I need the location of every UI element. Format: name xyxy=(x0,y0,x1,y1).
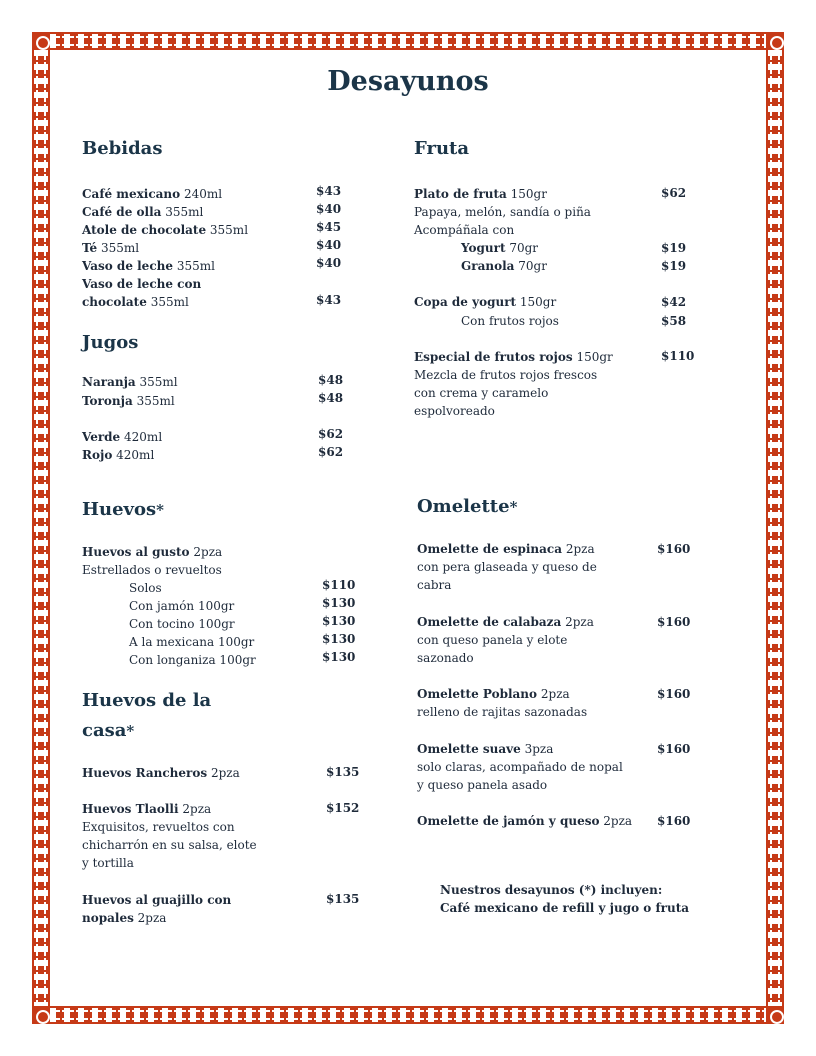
border-top xyxy=(32,32,784,50)
menu-item: Omelette de calabaza 2pza xyxy=(417,615,594,629)
menu-item: Verde 420ml xyxy=(82,430,163,444)
item-price: $160 xyxy=(657,742,691,756)
menu-option: Con tocino 100gr xyxy=(129,617,235,631)
menu-option: Con jamón 100gr xyxy=(129,599,235,613)
item-description: Estrellados o revueltos xyxy=(82,563,222,577)
section-huevos-casa: Huevos de la xyxy=(82,690,212,711)
item-description: con crema y caramelo xyxy=(414,386,549,400)
footer-note: Café mexicano de refill y jugo o fruta xyxy=(440,901,690,915)
item-price: $130 xyxy=(322,614,356,628)
item-description: Acompáñala con xyxy=(414,223,515,237)
item-description: Mezcla de frutos rojos frescos xyxy=(414,368,598,382)
item-description: y queso panela asado xyxy=(417,778,548,792)
item-price: $62 xyxy=(318,445,344,459)
menu-item: Café de olla 355ml xyxy=(82,205,204,219)
section-bebidas: Bebidas xyxy=(82,138,163,159)
menu-item: Atole de chocolate 355ml xyxy=(82,223,249,237)
item-price: $40 xyxy=(316,238,342,252)
menu-item: Granola 70gr xyxy=(461,259,547,273)
item-description: Exquisitos, revueltos con xyxy=(82,820,235,834)
menu-option: Solos xyxy=(129,581,162,595)
footer-note: Nuestros desayunos (*) incluyen: xyxy=(440,883,663,897)
border-right xyxy=(766,32,784,1024)
item-price: $62 xyxy=(661,186,687,200)
item-price: $43 xyxy=(316,293,342,307)
item-price: $130 xyxy=(322,596,356,610)
item-description: con queso panela y elote xyxy=(417,633,568,647)
section-omelette: Omelette* xyxy=(417,496,518,517)
item-price: $42 xyxy=(661,295,687,309)
item-price: $40 xyxy=(316,202,342,216)
border-bottom xyxy=(32,1006,784,1024)
item-price: $130 xyxy=(322,650,356,664)
menu-item: Rojo 420ml xyxy=(82,448,155,462)
menu-item: Toronja 355ml xyxy=(82,394,175,408)
item-description: Papaya, melón, sandía o piña xyxy=(414,205,591,219)
menu-item: Naranja 355ml xyxy=(82,375,178,389)
item-price: $48 xyxy=(318,373,344,387)
item-price: $40 xyxy=(316,256,342,270)
item-description: sazonado xyxy=(417,651,474,665)
item-price: $58 xyxy=(661,314,687,328)
item-price: $160 xyxy=(657,542,691,556)
menu-item: Omelette Poblano 2pza xyxy=(417,687,570,701)
item-price: $19 xyxy=(661,241,687,255)
item-price: $62 xyxy=(318,427,344,441)
item-description: chicharrón en su salsa, elote xyxy=(82,838,257,852)
corner-ornament xyxy=(766,32,784,50)
menu-item: Copa de yogurt 150gr xyxy=(414,295,557,309)
item-description: cabra xyxy=(417,578,452,592)
item-price: $130 xyxy=(322,632,356,646)
section-jugos: Jugos xyxy=(82,332,139,353)
menu-item: Especial de frutos rojos 150gr xyxy=(414,350,613,364)
item-description: y tortilla xyxy=(82,856,134,870)
menu-item: Té 355ml xyxy=(82,241,140,255)
menu-item: Omelette suave 3pza xyxy=(417,742,554,756)
item-price: $110 xyxy=(661,349,695,363)
section-huevos-casa: casa* xyxy=(82,720,135,741)
item-price: $160 xyxy=(657,687,691,701)
menu-option: Con longaniza 100gr xyxy=(129,653,256,667)
item-price: $135 xyxy=(326,892,360,906)
item-price: $160 xyxy=(657,615,691,629)
menu-item: nopales 2pza xyxy=(82,911,167,925)
menu-item: Huevos al gusto 2pza xyxy=(82,545,223,559)
menu-item: Omelette de espinaca 2pza xyxy=(417,542,595,556)
menu-item: Yogurt 70gr xyxy=(461,241,539,255)
corner-ornament xyxy=(766,1006,784,1024)
item-description: solo claras, acompañado de nopal xyxy=(417,760,623,774)
section-fruta: Fruta xyxy=(414,138,470,159)
item-description: con pera glaseada y queso de xyxy=(417,560,597,574)
menu-item: Vaso de leche 355ml xyxy=(82,259,215,273)
menu-item: Huevos al guajillo con xyxy=(82,893,232,907)
border-left xyxy=(32,32,50,1024)
item-price: $110 xyxy=(322,578,356,592)
menu-item: Omelette de jamón y queso 2pza xyxy=(417,814,633,828)
item-price: $19 xyxy=(661,259,687,273)
item-price: $43 xyxy=(316,184,342,198)
item-description: espolvoreado xyxy=(414,404,495,418)
item-description: relleno de rajitas sazonadas xyxy=(417,705,588,719)
corner-ornament xyxy=(32,1006,50,1024)
menu-item: Huevos Tlaolli 2pza xyxy=(82,802,212,816)
menu-item: chocolate 355ml xyxy=(82,295,189,309)
menu-item: Café mexicano 240ml xyxy=(82,187,223,201)
item-price: $160 xyxy=(657,814,691,828)
menu-item: Vaso de leche con xyxy=(82,277,202,291)
menu-item: Plato de fruta 150gr xyxy=(414,187,547,201)
corner-ornament xyxy=(32,32,50,50)
item-price: $135 xyxy=(326,765,360,779)
menu-title: Desayunos xyxy=(327,66,489,97)
item-price: $48 xyxy=(318,391,344,405)
menu-item: Huevos Rancheros 2pza xyxy=(82,766,240,780)
menu-option: A la mexicana 100gr xyxy=(129,635,255,649)
decorative-border xyxy=(32,32,784,1024)
item-price: $45 xyxy=(316,220,342,234)
menu-item: Con frutos rojos xyxy=(461,314,559,328)
section-huevos: Huevos* xyxy=(82,499,165,520)
item-price: $152 xyxy=(326,801,360,815)
